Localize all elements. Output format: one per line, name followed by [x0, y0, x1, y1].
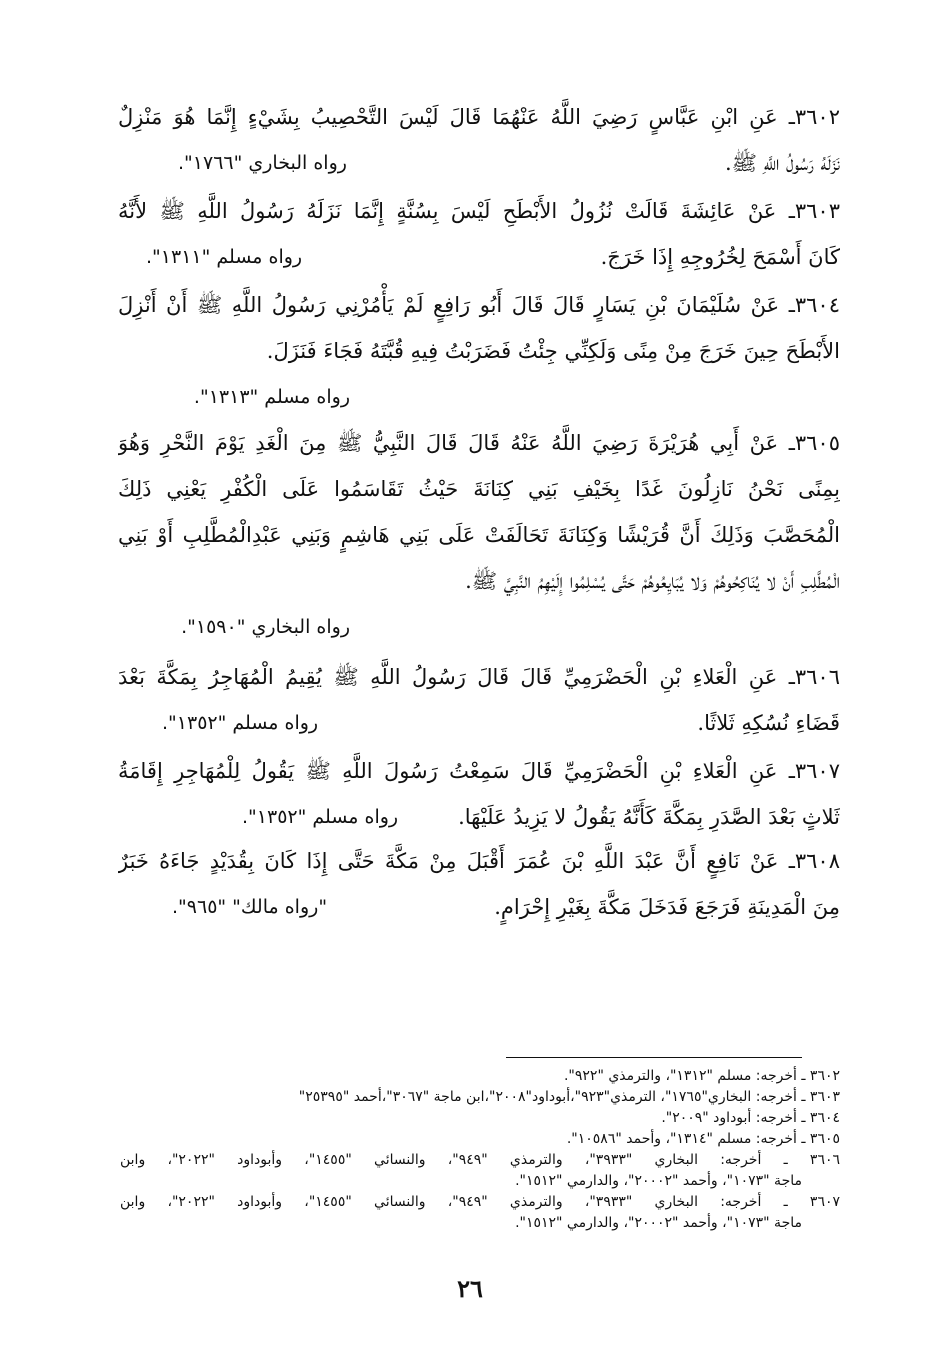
footnote-3606-continued: ماجة "١٠٧٣"، وأحمد "٢٠٠٠٢"، والدارمي "١٥١٢". — [515, 1173, 802, 1189]
page-number: ٢٦ — [457, 1274, 483, 1303]
hadith-3604 — [118, 282, 840, 420]
hadith-line: ٣٦٠٦ـ عَنِ الْعَلاءِ بْنِ الْحَضْرَمِيِّ قَالَ قَالَ رَسُولُ اللَّهِ ﷺ يُقِيمُ الْمُهَاجِرُ بِمَكَّةَ بَعْدَ — [118, 665, 840, 689]
hadith-source: رواه مسلم "١٣٥٢". — [242, 806, 399, 828]
hadith-line: ٣٦٠٢ـ عَنِ ابْنِ عَبَّاسٍ رَضِيَ اللَّهُ عَنْهُمَا قَالَ لَيْسَ التَّحْصِيبُ بِشَيْءٍ إِنَّمَا هُوَ مَنْزِلٌ — [118, 105, 840, 129]
hadith-line: ٣٦٠٣ـ عَنْ عَائِشَةَ قَالَتْ نُزُولُ الأَبْطَحِ لَيْسَ بِسُنَّةٍ إِنَّمَا نَزَلَهُ رَسُولُ اللَّهِ ﷺ لأَنَّهُ — [118, 199, 840, 223]
footnote-3605: ٣٦٠٥ ـ أخرجه: مسلم "١٣١٤"، وأحمد "١٠٥٨٦". — [566, 1131, 840, 1147]
hadith-3605 — [118, 420, 840, 650]
footnote-3602: ٣٦٠٢ ـ أخرجه: مسلم "١٣١٢"، والترمذي "٩٢٢". — [563, 1068, 840, 1084]
hadith-source: رواه مسلم "١٣١٣". — [193, 386, 350, 408]
hadith-line: ٣٦٠٥ـ عَنْ أَبِي هُرَيْرَةَ رَضِيَ اللَّهُ عَنْهُ قَالَ قَالَ النَّبِيُّ ﷺ مِنَ الْغَدِ يَوْمَ النَّحْرِ وَهُوَ — [118, 431, 840, 455]
hadith-3608 — [118, 838, 840, 930]
hadith-line: الْمُحَصَّبَ وَذَلِكَ أَنَّ قُرَيْشًا وَكِنَانَةَ تَحَالَفَتْ عَلَى بَنِي هَاشِمٍ وَبَنِي عَبْدِالْمُطَّلِبِ أَوْ بَنِي — [118, 523, 840, 547]
hadith-line: ٣٦٠٨ـ عَنْ نَافِعٍ أَنَّ عَبْدَ اللَّهِ بْنَ عُمَرَ أَقْبَلَ مِنْ مَكَّةَ حَتَّى إِذَا كَانَ بِقُدَيْدٍ جَاءَهُ خَبَرٌ — [118, 849, 840, 873]
hadith-line: الْمُطَّلِبِ أَنْ لا يُنَاكِحُوهُمْ وَلا يُبَايِعُوهُمْ حَتَّى يُسْلِمُوا إِلَيْهِمُ النَّبِيَّ ﷺ. — [465, 569, 840, 593]
footnote-3604: ٣٦٠٤ ـ أخرجه: أبوداود "٢٠٠٩". — [661, 1110, 840, 1126]
hadith-line: نَزَلَهُ رَسُولُ اللَّهِ ﷺ. — [724, 151, 840, 175]
hadith-source: رواه مسلم "١٣١١". — [146, 246, 303, 268]
hadith-line: ٣٦٠٧ـ عَنِ الْعَلاءِ بْنِ الْحَضْرَمِيِّ قَالَ سَمِعْتُ رَسُولَ اللَّهِ ﷺ يَقُولُ لِلْمُهَاجِرِ إِقَامَةُ — [118, 759, 840, 783]
hadith-3603 — [118, 188, 840, 280]
footnote-divider — [506, 1057, 802, 1058]
footnote-3607-continued: ماجة "١٠٧٣"، وأحمد "٢٠٠٠٢"، والدارمي "١٥١٢". — [515, 1215, 802, 1231]
hadith-3606 — [118, 654, 840, 746]
hadith-line: مِنَ الْمَدِينَةِ فَرَجَعَ فَدَخَلَ مَكَّةَ بِغَيْرِ إِحْرَامٍ. — [494, 895, 840, 919]
hadith-source: رواه البخاري "١٧٦٦". — [178, 152, 347, 174]
footnote-3606: ٣٦٠٦ ـ أخرجه: البخاري "٣٩٣٣"، والترمذي "٩٤٩"، والنسائي "١٤٥٥"، وأبوداود "٢٠٢٢"، وابن — [120, 1152, 840, 1168]
hadith-line: ٣٦٠٤ـ عَنْ سُلَيْمَانَ بْنِ يَسَارٍ قَالَ قَالَ أَبُو رَافِعٍ لَمْ يَأْمُرْنِي رَسُولُ اللَّهِ ﷺ أَنْ أَنْزِلَ — [118, 293, 840, 317]
hadith-source: رواه مسلم "١٣٥٢". — [162, 712, 319, 734]
hadith-source: رواه البخاري "١٥٩٠". — [181, 616, 350, 638]
footnote-3607: ٣٦٠٧ ـ أخرجه: البخاري "٣٩٣٣"، والترمذي "٩٤٩"، والنسائي "١٤٥٥"، وأبوداود "٢٠٢٢"، وابن — [120, 1194, 840, 1210]
hadith-line: قَضَاءِ نُسُكِهِ ثَلاثًا. — [697, 711, 840, 735]
footnote-3603: ٣٦٠٣ ـ أخرجه: البخاري"١٧٦٥"، الترمذي"٩٢٣"،أبوداود"٢٠٠٨"،ابن ماجة "٣٠٦٧"،أحمد "٢٥٣٩٥" — [298, 1089, 840, 1105]
hadith-3602 — [118, 94, 840, 186]
footnotes — [120, 1066, 840, 1234]
hadith-3607 — [118, 748, 840, 840]
hadith-line: ثَلاثٍ بَعْدَ الصَّدَرِ بِمَكَّةَ كَأَنَّهُ يَقُولُ لا يَزِيدُ عَلَيْهَا. — [458, 805, 840, 829]
hadith-line: كَانَ أَسْمَحَ لِخُرُوجِهِ إِذَا خَرَجَ. — [600, 245, 840, 269]
hadith-line: بِمِنًى نَحْنُ نَازِلُونَ غَدًا بِخَيْفِ بَنِي كِنَانَةَ حَيْثُ تَقَاسَمُوا عَلَى الْكُفْرِ يَعْنِي ذَلِكَ — [118, 477, 840, 501]
hadith-source: "رواه مالك" "٩٦٥". — [172, 896, 328, 918]
hadith-line: الأَبْطَحَ حِينَ خَرَجَ مِنْ مِنًى وَلَكِنِّي جِئْتُ فَضَرَبْتُ فِيهِ قُبَّتَهُ فَجَاءَ فَنَزَلَ. — [266, 339, 840, 363]
